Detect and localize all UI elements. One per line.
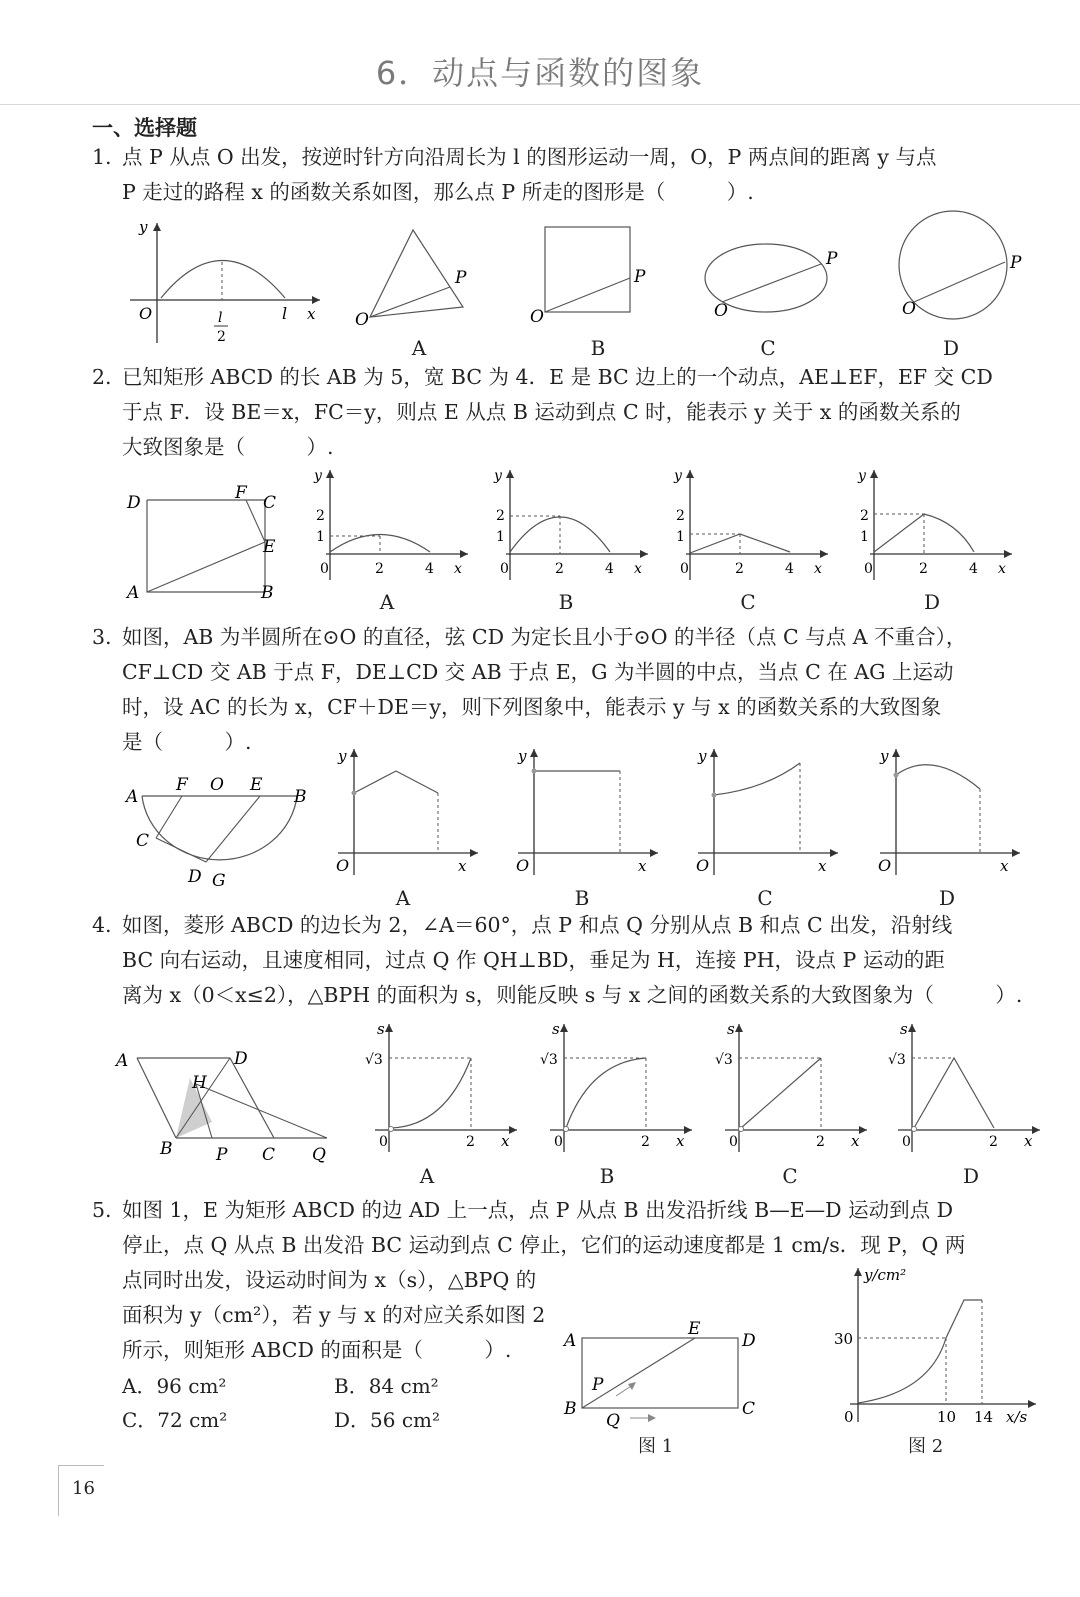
q2-graph-a: [308, 462, 473, 582]
svg-text:0: 0: [729, 1134, 738, 1150]
svg-text:A: A: [127, 583, 140, 603]
q2-graph-d: [852, 462, 1017, 582]
svg-text:P: P: [455, 268, 467, 288]
svg-text:P: P: [826, 249, 838, 269]
svg-text:C: C: [263, 493, 277, 513]
q2-graph-c: [668, 462, 833, 582]
fig2-ylabel: y/cm²: [864, 1266, 907, 1284]
question-4: [92, 908, 1057, 1013]
svg-text:P: P: [634, 267, 646, 287]
q4-rhombus-figure: [112, 1040, 342, 1170]
svg-text:x: x: [454, 561, 462, 577]
q4-graph-c: [705, 1018, 870, 1153]
svg-text:2: 2: [641, 1134, 650, 1150]
svg-text:y: y: [858, 468, 866, 484]
svg-text:1: 1: [496, 529, 505, 545]
q1-figure-ellipse: [700, 238, 860, 328]
q1-option-b: B: [590, 336, 606, 360]
q3-semicircle-figure: [122, 770, 322, 900]
svg-text:P: P: [216, 1145, 228, 1165]
svg-text:2: 2: [496, 508, 505, 524]
svg-text:Q: Q: [312, 1145, 326, 1165]
svg-text:Q: Q: [606, 1411, 620, 1431]
svg-text:0: 0: [379, 1134, 388, 1150]
q2-rectangle-figure: [125, 480, 290, 605]
svg-text:0: 0: [500, 561, 509, 577]
svg-text:y: y: [518, 747, 527, 765]
svg-text:0: 0: [902, 1134, 911, 1150]
q1-graph: [125, 218, 325, 348]
svg-text:D: D: [742, 1331, 756, 1351]
svg-text:E: E: [263, 537, 276, 557]
svg-text:l: l: [218, 310, 223, 326]
svg-text:4: 4: [969, 561, 978, 577]
q1-number: 1.: [92, 145, 112, 169]
svg-text:O: O: [516, 856, 530, 875]
svg-text:y: y: [338, 747, 347, 765]
svg-text:x: x: [638, 857, 647, 875]
svg-text:E: E: [250, 775, 263, 795]
svg-text:2: 2: [816, 1134, 825, 1150]
svg-text:B: B: [564, 1399, 577, 1419]
q2-line3: 大致图象是（ ）.: [122, 435, 334, 459]
q4-graph-d: [878, 1018, 1043, 1153]
svg-text:y: y: [494, 468, 502, 484]
svg-text:x: x: [1024, 1132, 1033, 1150]
q5-line1: 如图 1，E 为矩形 ABCD 的边 AD 上一点，点 P 从点 B 出发沿折线 B—E—D 运动到点 D: [122, 1198, 954, 1222]
q5-choice-c: C．72 cm²: [122, 1408, 228, 1432]
svg-text:0: 0: [844, 1408, 854, 1426]
q4-line2: BC 向右运动，且速度相同，过点 Q 作 QH⊥BD，垂足为 H，连接 PH，设点 P 运动的距: [122, 948, 945, 972]
svg-text:x: x: [676, 1132, 685, 1150]
q3-number: 3.: [92, 625, 112, 649]
q5-number: 5.: [92, 1198, 112, 1222]
svg-text:4: 4: [605, 561, 614, 577]
svg-text:x: x: [634, 561, 642, 577]
q5-figure-1-rectangle: [560, 1318, 770, 1431]
svg-text:√3: √3: [540, 1052, 558, 1068]
q5-figure-2-graph: [830, 1262, 1040, 1432]
q3-graph-b: [510, 745, 660, 880]
q3-graph-a: [330, 745, 480, 880]
svg-text:0: 0: [320, 561, 329, 577]
q4-option-d: D: [962, 1164, 980, 1188]
q4-line1: 如图，菱形 ABCD 的边长为 2，∠A＝60°，点 P 和点 Q 分别从点 B 和点 C 出发，沿射线: [122, 913, 953, 937]
fig2-xlabel: x/s: [1006, 1408, 1028, 1426]
question-3: [92, 620, 1057, 760]
svg-text:x: x: [814, 561, 822, 577]
svg-text:2: 2: [466, 1134, 475, 1150]
svg-text:x: x: [998, 561, 1006, 577]
svg-text:1: 1: [316, 529, 325, 545]
svg-text:x: x: [501, 1132, 510, 1150]
svg-text:2: 2: [217, 329, 226, 345]
page-number: 16: [72, 1478, 95, 1499]
svg-text:y: y: [698, 747, 707, 765]
svg-text:B: B: [294, 787, 307, 807]
svg-text:P: P: [1010, 253, 1022, 273]
svg-text:F: F: [176, 775, 188, 795]
q3-line1: 如图，AB 为半圆所在⊙O 的直径，弦 CD 为定长且小于⊙O 的半径（点 C 与点 A 不重合），: [122, 625, 967, 649]
q5-line5: 所示，则矩形 ABCD 的面积是（ ）.: [122, 1338, 512, 1362]
svg-text:2: 2: [860, 508, 869, 524]
q1-option-a: A: [411, 336, 427, 360]
svg-text:D: D: [127, 493, 141, 513]
svg-text:2: 2: [989, 1134, 998, 1150]
q3-option-b: B: [574, 886, 590, 910]
q3-line2: CF⊥CD 交 AB 于点 F，DE⊥CD 交 AB 于点 E，G 为半圆的中点，当点 C 在 AG 上运动: [122, 660, 954, 684]
fig2-xtick-14: 14: [974, 1408, 994, 1426]
q2-option-d: D: [923, 590, 941, 614]
svg-text:O: O: [355, 310, 369, 330]
question-1: [92, 140, 1057, 210]
svg-text:2: 2: [555, 561, 564, 577]
q3-graph-c: [690, 745, 840, 880]
svg-text:√3: √3: [888, 1052, 906, 1068]
svg-text:1: 1: [860, 529, 869, 545]
q3-option-a: A: [395, 886, 411, 910]
svg-text:A: A: [116, 1051, 129, 1071]
q2-line2: 于点 F．设 BE＝x，FC＝y，则点 E 从点 B 运动到点 C 时，能表示 y 关于 x 的函数关系的: [122, 400, 961, 424]
q1-line2: P 走过的路程 x 的函数关系如图，那么点 P 所走的图形是（ ）.: [122, 180, 754, 204]
svg-text:s: s: [727, 1020, 735, 1038]
q4-option-c: C: [782, 1164, 798, 1188]
svg-text:2: 2: [375, 561, 384, 577]
q1-option-d: D: [942, 336, 960, 360]
question-2: [92, 360, 1057, 465]
q2-number: 2.: [92, 365, 112, 389]
svg-text:0: 0: [554, 1134, 563, 1150]
svg-text:0: 0: [864, 561, 873, 577]
q2-line1: 已知矩形 ABCD 的长 AB 为 5，宽 BC 为 4．E 是 BC 边上的一个动点，AE⊥EF，EF 交 CD: [122, 365, 993, 389]
svg-text:D: D: [234, 1049, 248, 1069]
page-title: 6．动点与函数的图象: [375, 54, 705, 92]
q3-option-d: D: [938, 886, 956, 910]
q5-figure-2-caption: 图 2: [908, 1436, 944, 1457]
svg-text:x: x: [307, 305, 316, 323]
svg-text:A: A: [126, 787, 139, 807]
svg-text:P: P: [592, 1375, 604, 1395]
q5-figure-1-caption: 图 1: [638, 1436, 674, 1457]
q5-line2: 停止，点 Q 从点 B 出发沿 BC 运动到点 C 停止，它们的运动速度都是 1 cm/s．现 P，Q 两: [122, 1233, 966, 1257]
svg-text:y: y: [314, 468, 322, 484]
q1-figure-circle: [898, 210, 1038, 330]
svg-text:2: 2: [919, 561, 928, 577]
q2-graph-b: [488, 462, 653, 582]
q3-line4: 是（ ）.: [122, 730, 252, 754]
q3-line3: 时，设 AC 的长为 x，CF＋DE＝y，则下列图象中，能表示 y 与 x 的函数关系的大致图象: [122, 695, 942, 719]
svg-text:√3: √3: [365, 1052, 383, 1068]
svg-text:s: s: [900, 1020, 908, 1038]
q2-option-b: B: [558, 590, 574, 614]
svg-text:2: 2: [676, 508, 685, 524]
svg-text:G: G: [212, 871, 226, 891]
q1-figure-triangle: [355, 225, 485, 335]
q2-option-c: C: [740, 590, 756, 614]
svg-text:C: C: [262, 1145, 276, 1165]
svg-text:O: O: [878, 856, 892, 875]
svg-text:O: O: [336, 856, 350, 875]
q4-graph-a: [355, 1018, 520, 1153]
q1-figure-square: [530, 222, 660, 332]
svg-text:s: s: [552, 1020, 560, 1038]
q2-option-a: A: [379, 590, 395, 614]
svg-text:A: A: [564, 1331, 577, 1351]
q1-line1: 点 P 从点 O 出发，按逆时针方向沿周长为 l 的图形运动一周，O，P 两点间的距离 y 与点: [122, 145, 937, 169]
svg-text:2: 2: [316, 508, 325, 524]
q5-choice-d: D．56 cm²: [334, 1408, 441, 1432]
q3-graph-d: [872, 745, 1022, 880]
q4-option-b: B: [599, 1164, 615, 1188]
svg-text:4: 4: [785, 561, 794, 577]
fig2-xtick-10: 10: [937, 1408, 957, 1426]
svg-text:y: y: [674, 468, 682, 484]
svg-text:√3: √3: [715, 1052, 733, 1068]
q3-option-c: C: [757, 886, 773, 910]
svg-text:O: O: [530, 307, 544, 327]
svg-text:s: s: [377, 1020, 385, 1038]
svg-text:y: y: [880, 747, 889, 765]
svg-text:E: E: [688, 1319, 701, 1339]
svg-text:x: x: [458, 857, 467, 875]
svg-text:0: 0: [680, 561, 689, 577]
svg-text:O: O: [696, 856, 710, 875]
svg-text:O: O: [139, 304, 153, 323]
fig2-ytick: 30: [834, 1330, 854, 1348]
svg-text:C: C: [136, 831, 150, 851]
svg-text:x: x: [1000, 857, 1009, 875]
svg-text:2: 2: [735, 561, 744, 577]
svg-text:4: 4: [425, 561, 434, 577]
svg-text:O: O: [210, 775, 224, 795]
svg-text:1: 1: [676, 529, 685, 545]
svg-text:O: O: [714, 301, 728, 321]
svg-text:H: H: [192, 1073, 207, 1093]
svg-text:l: l: [282, 304, 288, 323]
q4-graph-b: [530, 1018, 695, 1153]
svg-text:x: x: [851, 1132, 860, 1150]
q1-option-c: C: [760, 336, 776, 360]
q4-option-a: A: [419, 1164, 435, 1188]
q5-choice-b: B．84 cm²: [334, 1374, 439, 1398]
svg-text:D: D: [188, 867, 202, 887]
q5-line3: 点同时出发，设运动时间为 x（s），△BPQ 的: [122, 1268, 537, 1292]
svg-text:B: B: [160, 1139, 173, 1159]
svg-text:F: F: [235, 483, 247, 503]
svg-text:C: C: [742, 1399, 756, 1419]
svg-text:B: B: [261, 583, 274, 603]
q5-choice-a: A．96 cm²: [122, 1374, 227, 1398]
q5-line4: 面积为 y（cm²），若 y 与 x 的对应关系如图 2: [122, 1303, 546, 1327]
section-heading: 一、选择题: [92, 116, 197, 140]
title-rule: [0, 104, 1080, 105]
svg-text:x: x: [818, 857, 827, 875]
svg-text:O: O: [902, 299, 916, 319]
q4-line3: 离为 x（0＜x≤2），△BPH 的面积为 s，则能反映 s 与 x 之间的函数关系的大致图象为（ ）.: [122, 983, 1023, 1007]
q4-number: 4.: [92, 913, 112, 937]
svg-text:y: y: [139, 218, 148, 236]
